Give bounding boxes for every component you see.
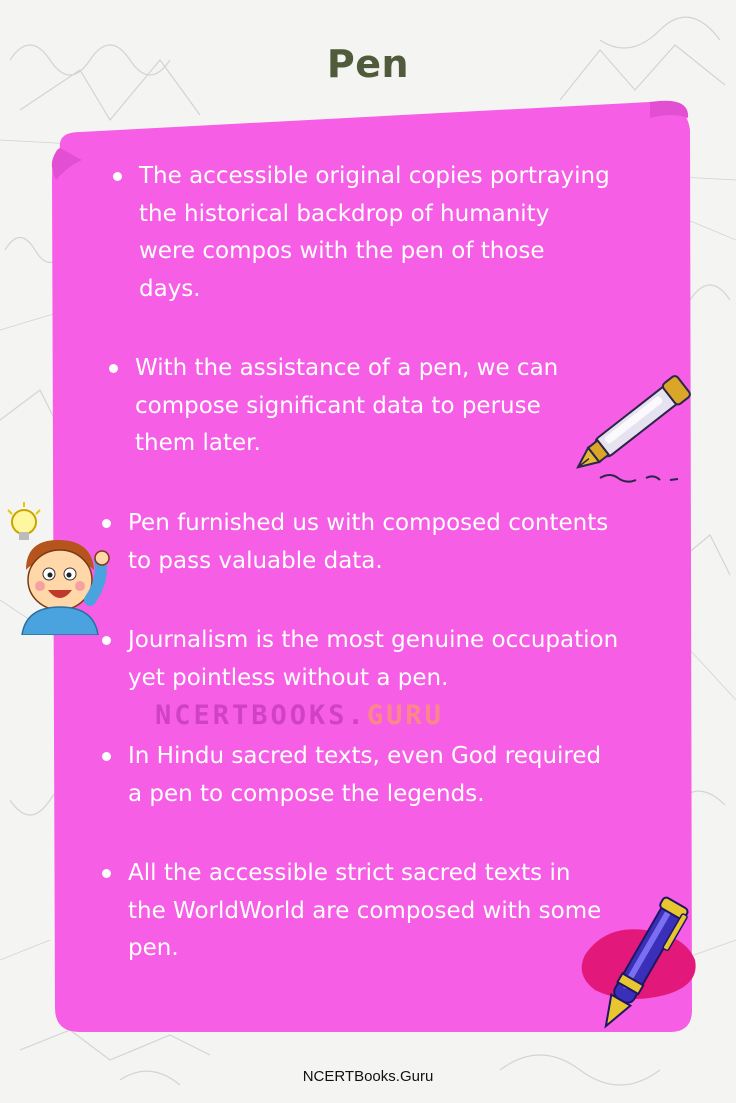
bullet-text: With the assistance of a pen, we can compose significant data to peruse them later. bbox=[135, 355, 559, 456]
bullet-item bbox=[135, 350, 558, 463]
boy-with-idea-icon bbox=[4, 500, 119, 635]
bullet-item bbox=[128, 738, 601, 813]
footer-site-name: NCERTBooks.Guru bbox=[302, 1068, 434, 1085]
page-title: Pen bbox=[326, 42, 410, 86]
bullet-text: All the accessible strict sacred texts in the WorldWorld are composed with some pen. bbox=[128, 860, 602, 961]
fountain-pen-icon bbox=[560, 360, 720, 490]
watermark-suffix: GURU bbox=[366, 700, 444, 731]
bullet-text: Journalism is the most genuine occupation yet pointless without a pen. bbox=[128, 627, 619, 691]
bullet-text: Pen furnished us with composed contents to pass valuable data. bbox=[128, 510, 609, 574]
bullet-dot bbox=[102, 636, 111, 645]
bullet-dot bbox=[113, 172, 122, 181]
bullet-dot bbox=[102, 752, 111, 761]
ballpoint-pen-icon bbox=[575, 885, 705, 1050]
bullet-item bbox=[128, 505, 608, 580]
bullet-item bbox=[128, 855, 601, 968]
bullet-text: In Hindu sacred texts, even God required a pen to compose the legends. bbox=[128, 743, 602, 807]
bullet-dot bbox=[102, 869, 111, 878]
bullet-dot bbox=[109, 364, 118, 373]
bullet-item bbox=[139, 158, 610, 308]
watermark-main: NCERTBOOKS. bbox=[155, 700, 367, 731]
bullet-text: The accessible original copies portraying the historical backdrop of humanity were compos with the pen of those days. bbox=[139, 163, 610, 302]
bullet-item bbox=[128, 622, 618, 697]
watermark bbox=[155, 700, 444, 731]
